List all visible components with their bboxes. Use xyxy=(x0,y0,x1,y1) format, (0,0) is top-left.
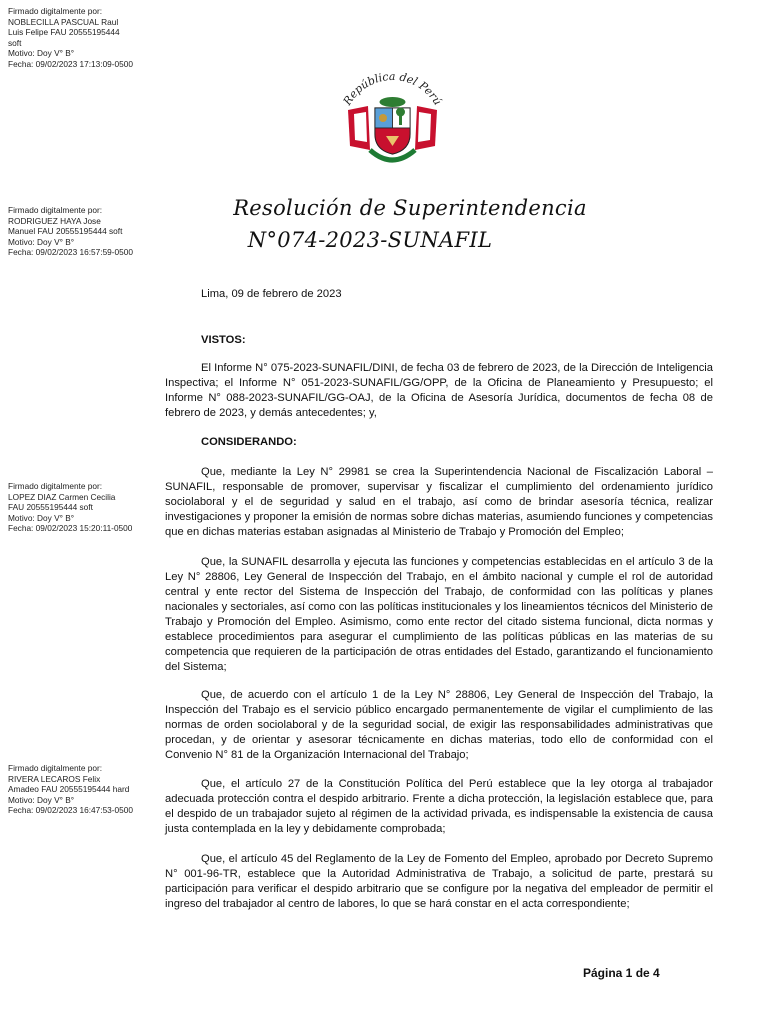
signature-line: soft xyxy=(8,37,22,48)
signature-line: NOBLECILLA PASCUAL Raul xyxy=(8,16,119,27)
signature-line: Luis Felipe FAU 20555195444 xyxy=(8,27,120,38)
signature-line: Motivo: Doy V° B° xyxy=(8,794,75,805)
resolution-number: N°074-2023-SUNAFIL xyxy=(247,228,493,252)
signature-stamp-2 xyxy=(8,205,168,258)
signature-line: Amadeo FAU 20555195444 hard xyxy=(8,784,130,795)
considerando-paragraph: Que, la SUNAFIL desarrolla y ejecuta las funciones y competencias establecidas en el artículo 3 de la Ley N° 28806, Ley General de Inspección del Trabajo, en el ámbito nacional y cumple el rol de autoridad central y ente rector del Sistema de Inspección del Trabajo, de conformidad con las políticas y planes nacionales y sectoriales, así como con las políticas institucionales y los lineamientos técnicos del Ministerio de Trabajo y Promoción del Empleo. Asimismo, como ente rector del citado sistema funcional, dicta normas y establece procedimientos para asegurar el cumplimiento de las políticas públicas en las materias de su competencia que requieren de la participación de otras entidades del Estado, garantizando el funcionamiento del Sistema; xyxy=(165,556,713,673)
signature-line: Manuel FAU 20555195444 soft xyxy=(8,226,123,237)
considerando-heading: CONSIDERANDO: xyxy=(201,436,297,448)
signature-line: Firmado digitalmente por: xyxy=(8,6,103,16)
considerando-paragraph: Que, el artículo 45 del Reglamento de la Ley de Fomento del Empleo, aprobado por Decreto Supremo N° 001-96-TR, establece que la Autoridad Administrativa de Trabajo, a solicitud de parte, prestará su participación para verificar el despido arbitrario que se configure por la negativa del empleador de permitir el ingreso del trabajador al centro de labores, lo que se hará constar en el acta correspondiente; xyxy=(165,853,713,910)
document-date: Lima, 09 de febrero de 2023 xyxy=(201,288,342,300)
signature-line: Motivo: Doy V° B° xyxy=(8,236,75,247)
signature-stamp-3 xyxy=(8,481,168,534)
signature-line: Fecha: 09/02/2023 16:57:59-0500 xyxy=(8,247,134,258)
vistos-heading: VISTOS: xyxy=(201,334,246,346)
vistos-paragraph: El Informe N° 075-2023-SUNAFIL/DINI, de fecha 03 de febrero de 2023, de la Dirección de Inteligencia Inspectiva; el Informe N° 051-2023-SUNAFIL/GG/OPP, de la Oficina de Planeamiento y Presupuesto; el Informe N° 088-2023-SUNAFIL/GG-OAJ, de la Oficina de Asesoría Jurídica, documentos de fecha 08 de febrero de 2023, y demás antecedentes; y, xyxy=(165,362,713,419)
signature-line: Firmado digitalmente por: xyxy=(8,763,103,773)
signature-line: Fecha: 09/02/2023 15:20:11-0500 xyxy=(8,523,133,534)
signature-stamp-4 xyxy=(8,763,168,816)
page-number: Página 1 de 4 xyxy=(583,966,660,980)
signature-line: LOPEZ DIAZ Carmen Cecilia xyxy=(8,491,116,502)
signature-line: Firmado digitalmente por: xyxy=(8,205,103,215)
signature-line: Motivo: Doy V° B° xyxy=(8,512,75,523)
signature-line: Firmado digitalmente por: xyxy=(8,481,103,491)
signature-line: Fecha: 09/02/2023 16:47:53-0500 xyxy=(8,805,134,816)
signature-line: RODRIGUEZ HAYA Jose xyxy=(8,215,101,226)
considerando-paragraph: Que, mediante la Ley N° 29981 se crea la Superintendencia Nacional de Fiscalización Laboral – SUNAFIL, responsable de promover, supervisar y fiscalizar el cumplimiento del ordenamiento jurídico sociolaboral y el de seguridad y salud en el trabajo, así como de brindar asesoría técnica, realizar investigaciones y proponer la emisión de normas sobre dichas materias, asumiendo funciones y competencias que en dichas materias estaban asignadas al Ministerio de Trabajo y Promoción del Empleo; xyxy=(165,466,713,538)
signature-line: Motivo: Doy V° B° xyxy=(8,48,75,59)
signature-line: Fecha: 09/02/2023 17:13:09-0500 xyxy=(8,58,134,69)
seal-text: República del Perú xyxy=(340,69,445,108)
signature-line: RIVERA LECAROS Felix xyxy=(8,773,101,784)
coat-of-arms-seal-icon xyxy=(330,50,455,175)
considerando-paragraph: Que, el artículo 27 de la Constitución Política del Perú establece que la ley otorga al trabajador adecuada protección contra el despido arbitrario. Frente a dicha protección, la legislación establece que, para el despido de un trabajador sujeto al régimen de la actividad privada, es indispensable la existencia de causa justa contemplada en la ley y debidamente comprobada; xyxy=(165,778,713,835)
considerando-paragraph: Que, de acuerdo con el artículo 1 de la Ley N° 28806, Ley General de Inspección del Trabajo, la Inspección del Trabajo es el servicio público encargado permanentemente de vigilar el cumplimiento de las normas de orden sociolaboral y de la seguridad social, de exigir las responsabilidades administrativas que procedan, y de orientar y asesorar técnicamente en dichas materias, todo ello de conformidad con el Convenio N° 81 de la Organización Internacional del Trabajo; xyxy=(165,689,713,761)
signature-line: FAU 20555195444 soft xyxy=(8,502,93,513)
resolution-title: Resolución de Superintendencia xyxy=(233,196,587,220)
signature-stamp-1 xyxy=(8,6,168,70)
